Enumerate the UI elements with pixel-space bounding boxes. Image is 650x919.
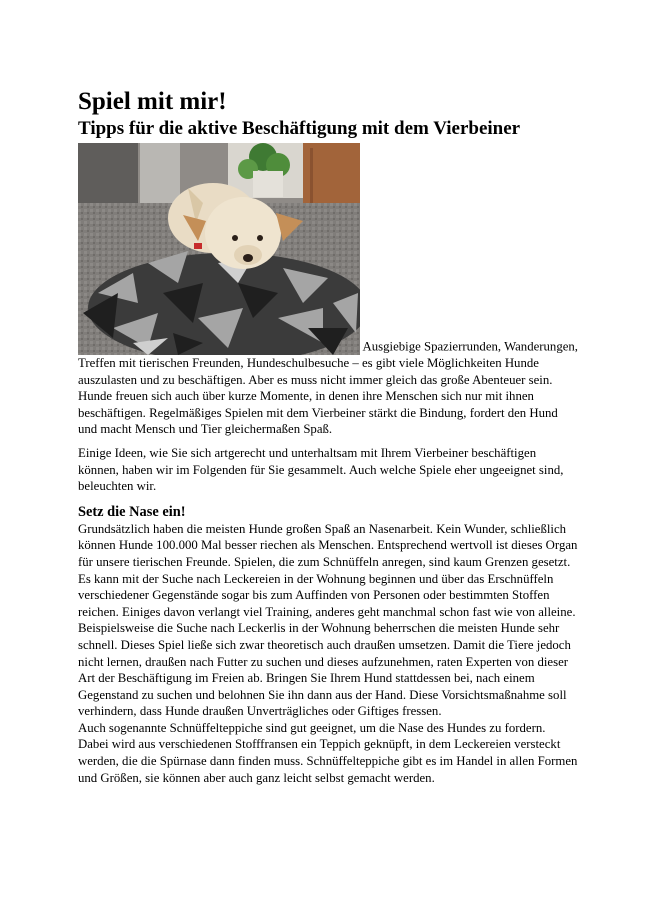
- photo-illustration: [78, 143, 360, 355]
- section-paragraph-1: Grundsätzlich haben die meisten Hunde großen Spaß an Nasenarbeit. Kein Wunder, schließlich können Hunde 100.000 Mal besser riechen als Menschen. Entsprechend wertvoll ist dieses Organ für unsere tierischen Freunde. Spielen, die zum Schnüffeln anregen, sind kaum Grenzen gesetzt. Es kann mit der Suche nach Leckereien in der Wohnung beginnen und über das Erschnüffeln verschiedener Gegenstände sogar bis zum Auffinden von Personen oder bestimmten Stoffen reichen. Einiges davon verlangt viel Training, anderes geht manchmal schon fast wie von alleine. Beispielsweise die Suche nach Leckerlis in der Wohnung beherrschen die meisten Hunde sehr schnell. Dieses Spiel ließe sich zwar theoretisch auch draußen umsetzen. Damit die Tiere jedoch nicht lernen, draußen nach Futter zu suchen und dieses aufzunehmen, raten Experten von dieser Art der Beschäftigung im Freien ab. Bringen Sie Ihrem Hund stattdessen bei, nach einem Gegenstand zu suchen und belohnen Sie ihn dann aus der Hand. Diese Vorsichtsmaßnahme soll verhindern, dass Hunde draußen Unverträgliches oder Giftiges fressen.: [78, 521, 578, 719]
- intro-text: Wanderungen, Treffen mit tierischen Freunden, Hundeschulbesuche – es gibt viele Möglichkeiten Hunde auszulasten und zu beschäftigen. Aber es muss nicht immer gleich das große Abenteuer sein. Hunde freuen sich auch über kurze Momente, in denen ihre Menschen sich nur mit ihnen beschäftigen. Regelmäßiges Spielen mit dem Vierbeiner stärkt die Bindung, fordert den Hund und macht Mensch und Tier gleichermaßen Spaß.: [78, 339, 579, 437]
- intro-paragraph: [78, 143, 578, 438]
- intro-first-line: Ausgiebige Spazierrunden,: [362, 339, 502, 354]
- section-paragraph-2: Auch sogenannte Schnüffelteppiche sind gut geeignet, um die Nase des Hundes zu fordern. Dabei wird aus verschiedenen Stofffransen ein Teppich geknüpft, in dem Leckereien versteckt werden, die die Spürnase dann finden muss. Schnüffelteppiche gibt es im Handel in allen Formen und Größen, sie können aber auch ganz leicht selbst gemacht werden.: [78, 720, 578, 785]
- dog-snuffle-mat-photo: [78, 143, 360, 355]
- article: [78, 88, 578, 786]
- article-title: Spiel mit mir!: [78, 88, 227, 115]
- article-subtitle: Tipps für die aktive Beschäftigung mit dem Vierbeiner: [78, 118, 521, 139]
- ideas-paragraph: Einige Ideen, wie Sie sich artgerecht und unterhaltsam mit Ihrem Vierbeiner beschäftigen können, haben wir im Folgenden für Sie gesammelt. Auch welche Spiele eher ungeeignet sind, beleuchten wir.: [78, 445, 564, 494]
- section-heading: Setz die Nase ein!: [78, 503, 186, 520]
